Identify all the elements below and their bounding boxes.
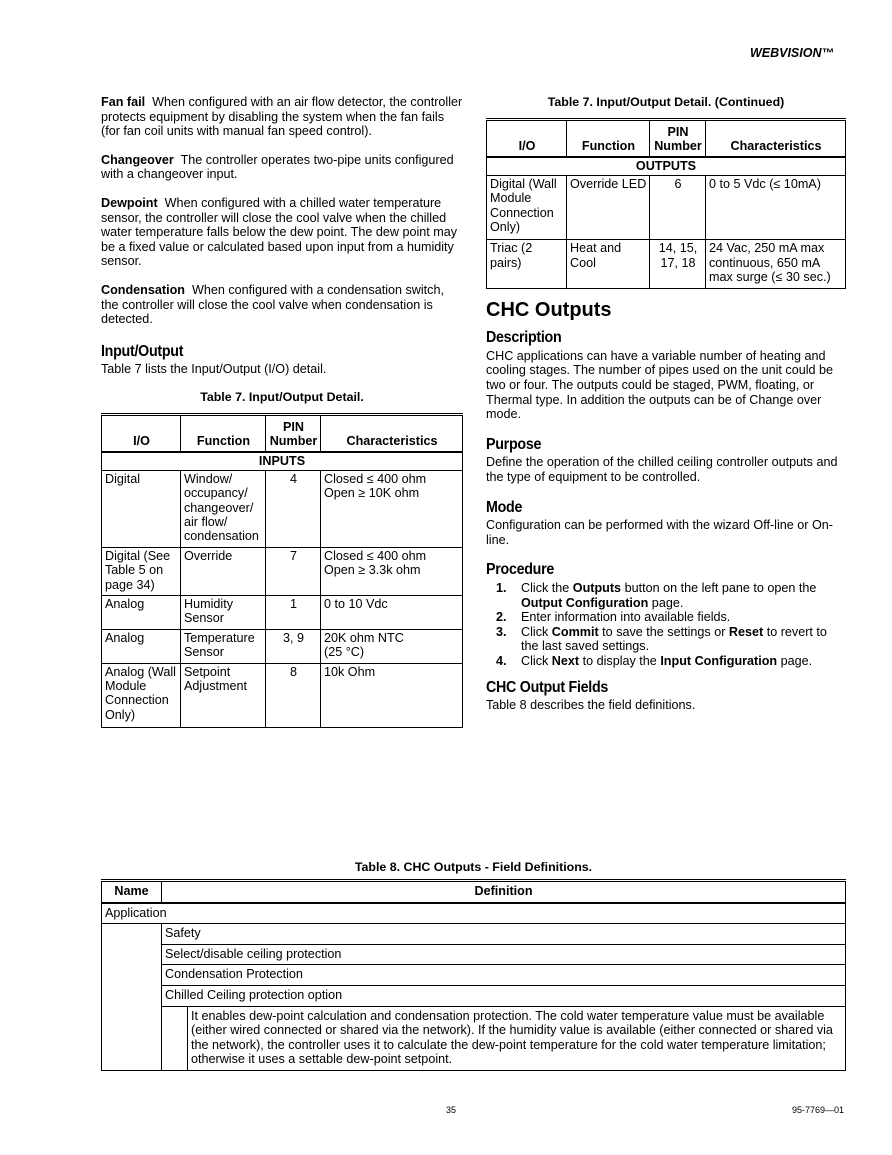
char-line: Open ≥ 10K ohm <box>324 486 420 501</box>
step-text: page. <box>777 653 813 668</box>
step-bold: Next <box>551 653 580 668</box>
header-io: I/O <box>487 119 567 157</box>
fields-intro: Table 8 describes the field definitions. <box>486 698 696 713</box>
step-bold: Commit <box>551 624 599 639</box>
step-text: Enter information into available fields. <box>521 610 731 625</box>
step-bold: Outputs <box>572 580 622 595</box>
header-characteristics: Characteristics <box>706 119 846 157</box>
indent-cell <box>162 1006 188 1070</box>
chc-outputs-title: CHC Outputs <box>486 298 612 321</box>
table7-outputs <box>486 118 846 289</box>
header-definition: Definition <box>162 881 846 903</box>
list-item <box>486 610 846 625</box>
step-number: 1. <box>496 580 507 595</box>
paragraph-condensation <box>101 283 463 327</box>
cell-function: Temperature Sensor <box>181 629 266 663</box>
table-row <box>102 595 463 629</box>
table8-caption: Table 8. CHC Outputs - Field Definitions. <box>354 860 593 874</box>
left-column <box>101 95 463 728</box>
step-number: 3. <box>496 624 507 639</box>
indent-cell <box>102 924 162 1071</box>
row-select-disable: Select/disable ceiling protection <box>162 944 846 965</box>
cell-pin: 8 <box>266 663 321 728</box>
table-header-row <box>102 414 463 452</box>
cell-characteristics <box>321 663 463 728</box>
cell-characteristics <box>321 547 463 595</box>
description-text: CHC applications can have a variable number of heating and cooling stages. The number of pipes used on the unit could be two or four. The outputs could be staged, PWM, floating, or Thermal type. In addition the outputs can be of Change over mode. <box>486 348 834 422</box>
header-io: I/O <box>102 414 181 452</box>
cell-pin: 7 <box>266 547 321 595</box>
cell-io: Digital <box>102 470 181 547</box>
document-number: 95-7769—01 <box>791 1105 844 1115</box>
term: Condensation <box>101 282 185 297</box>
step-text: button on the left pane to open the <box>621 580 817 595</box>
cell-io: Analog (Wall Module Connection Only) <box>102 663 181 728</box>
term: Fan fail <box>101 95 146 109</box>
cell-function: Override <box>181 547 266 595</box>
table-row <box>102 663 463 728</box>
cell-pin: 3, 9 <box>266 629 321 663</box>
table-row <box>102 470 463 547</box>
row-option-definition: It enables dew-point calculation and condensation protection. The cold water temperature value must be available (either wired connected or shared via the network). If the humidity value is available (either connected or shared via the network), the controller uses it to calculate the dew-point temperature for the cold water temperature limitation; otherwise it uses a settable dew-point setpoint. <box>188 1006 846 1070</box>
cell-characteristics <box>321 595 463 629</box>
row-application: Application <box>102 903 846 924</box>
cell-io: Digital (Wall Module Connection Only) <box>487 175 567 240</box>
table-row <box>102 924 846 945</box>
step-text: Click <box>521 624 552 639</box>
cell-function: Humidity Sensor <box>181 595 266 629</box>
list-item <box>486 581 846 610</box>
table-row <box>102 985 846 1006</box>
header-brand: WEBVISION™ <box>749 46 834 60</box>
cell-io: Analog <box>102 629 181 663</box>
term-text: When configured with a chilled water temperature sensor, the controller will close the cool valve when the chilled water temperature falls below the dew point. The dew point may be a fixed value or calculated based upon input from a humidity sensor. <box>101 195 458 269</box>
header-function: Function <box>567 119 650 157</box>
cell-io: Triac (2 pairs) <box>487 240 567 288</box>
cell-function: Override LED <box>567 175 650 240</box>
right-column <box>486 95 846 727</box>
table-header-row <box>487 119 846 157</box>
header-pin: PIN Number <box>650 119 706 157</box>
cell-function: Heat and Cool <box>567 240 650 288</box>
cell-characteristics <box>321 629 463 663</box>
mode-heading: Mode <box>486 498 523 516</box>
row-chilled-ceiling-option: Chilled Ceiling protection option <box>162 985 846 1006</box>
header-pin: PIN Number <box>266 414 321 452</box>
step-bold: Input Configuration <box>660 653 778 668</box>
cell-pin: 6 <box>650 175 706 240</box>
cell-characteristics: 24 Vac, 250 mA max continuous, 650 mA max surge (≤ 30 sec.) <box>706 240 846 288</box>
paragraph-dewpoint <box>101 196 463 269</box>
cell-function: Window/ occupancy/ changeover/ air flow/ condensation <box>181 470 266 547</box>
cell-characteristics: 0 to 5 Vdc (≤ 10mA) <box>706 175 846 240</box>
table-header-row <box>102 881 846 903</box>
list-item <box>486 654 846 669</box>
mode-text: Configuration can be performed with the wizard Off-line or On-line. <box>486 518 833 547</box>
table-row <box>102 903 846 924</box>
step-text: to revert to the last saved settings. <box>521 624 827 654</box>
table-row <box>102 965 846 986</box>
group-outputs: OUTPUTS <box>487 157 846 175</box>
description-heading: Description <box>486 329 562 347</box>
cell-pin: 14, 15, 17, 18 <box>650 240 706 288</box>
header-function: Function <box>181 414 266 452</box>
step-bold: Output Configuration <box>521 595 649 610</box>
table8-field-definitions <box>101 879 846 1071</box>
term-text: When configured with an air flow detector, the controller protects equipment by disabling the system when the fan fails (for fan coil units with manual fan speed control). <box>101 95 463 139</box>
paragraph-changeover <box>101 153 463 182</box>
cell-characteristics <box>321 470 463 547</box>
step-number: 4. <box>496 653 507 668</box>
fields-heading: CHC Output Fields <box>486 678 609 696</box>
table-row <box>102 547 463 595</box>
char-line: (25 °C) <box>324 645 365 660</box>
char-line: 20K ohm NTC <box>324 630 404 645</box>
group-inputs: INPUTS <box>102 452 463 470</box>
step-text: Click the <box>521 580 573 595</box>
paragraph-fan-fail <box>101 95 463 139</box>
purpose-text: Define the operation of the chilled ceiling controller outputs and the type of equipment to be controlled. <box>486 455 838 484</box>
header-characteristics: Characteristics <box>321 414 463 452</box>
step-number: 2. <box>496 610 507 625</box>
table-row <box>487 240 846 288</box>
table-row <box>102 944 846 965</box>
term-text: When configured with a condensation switch, the controller will close the cool valve when condensation is detected. <box>101 282 444 327</box>
purpose-heading: Purpose <box>486 435 542 453</box>
term: Changeover <box>101 152 174 167</box>
page-number: 35 <box>446 1105 457 1115</box>
table-row <box>102 629 463 663</box>
procedure-steps <box>486 581 846 669</box>
row-safety: Safety <box>162 924 846 945</box>
table-row <box>102 1006 846 1070</box>
procedure-heading: Procedure <box>486 561 555 579</box>
char-line: 10k Ohm <box>324 664 376 679</box>
table7-inputs <box>101 413 463 729</box>
cell-pin: 4 <box>266 470 321 547</box>
step-text: to display the <box>579 653 661 668</box>
cell-function: Setpoint Adjustment <box>181 663 266 728</box>
step-text: Click <box>521 653 552 668</box>
cell-io: Digital (See Table 5 on page 34) <box>102 547 181 595</box>
step-text: page. <box>648 595 684 610</box>
row-condensation-protection: Condensation Protection <box>162 965 846 986</box>
char-line: Closed ≤ 400 ohm <box>324 548 427 563</box>
table7-caption: Table 7. Input/Output Detail. <box>200 389 364 404</box>
step-text: to save the settings or <box>598 624 729 639</box>
term: Dewpoint <box>101 195 158 210</box>
char-line: 0 to 10 Vdc <box>324 596 388 611</box>
cell-pin: 1 <box>266 595 321 629</box>
term-text: The controller operates two-pipe units configured with a changeover input. <box>101 152 454 182</box>
table7c-caption: Table 7. Input/Output Detail. (Continued) <box>547 95 785 109</box>
cell-io: Analog <box>102 595 181 629</box>
char-line: Closed ≤ 400 ohm <box>324 471 427 486</box>
io-heading: Input/Output <box>101 342 184 360</box>
step-bold: Reset <box>728 624 764 639</box>
list-item <box>486 625 846 654</box>
table-row <box>487 175 846 240</box>
io-intro: Table 7 lists the Input/Output (I/O) detail. <box>101 362 327 377</box>
char-line: Open ≥ 3.3k ohm <box>324 563 421 578</box>
header-name: Name <box>102 881 162 903</box>
